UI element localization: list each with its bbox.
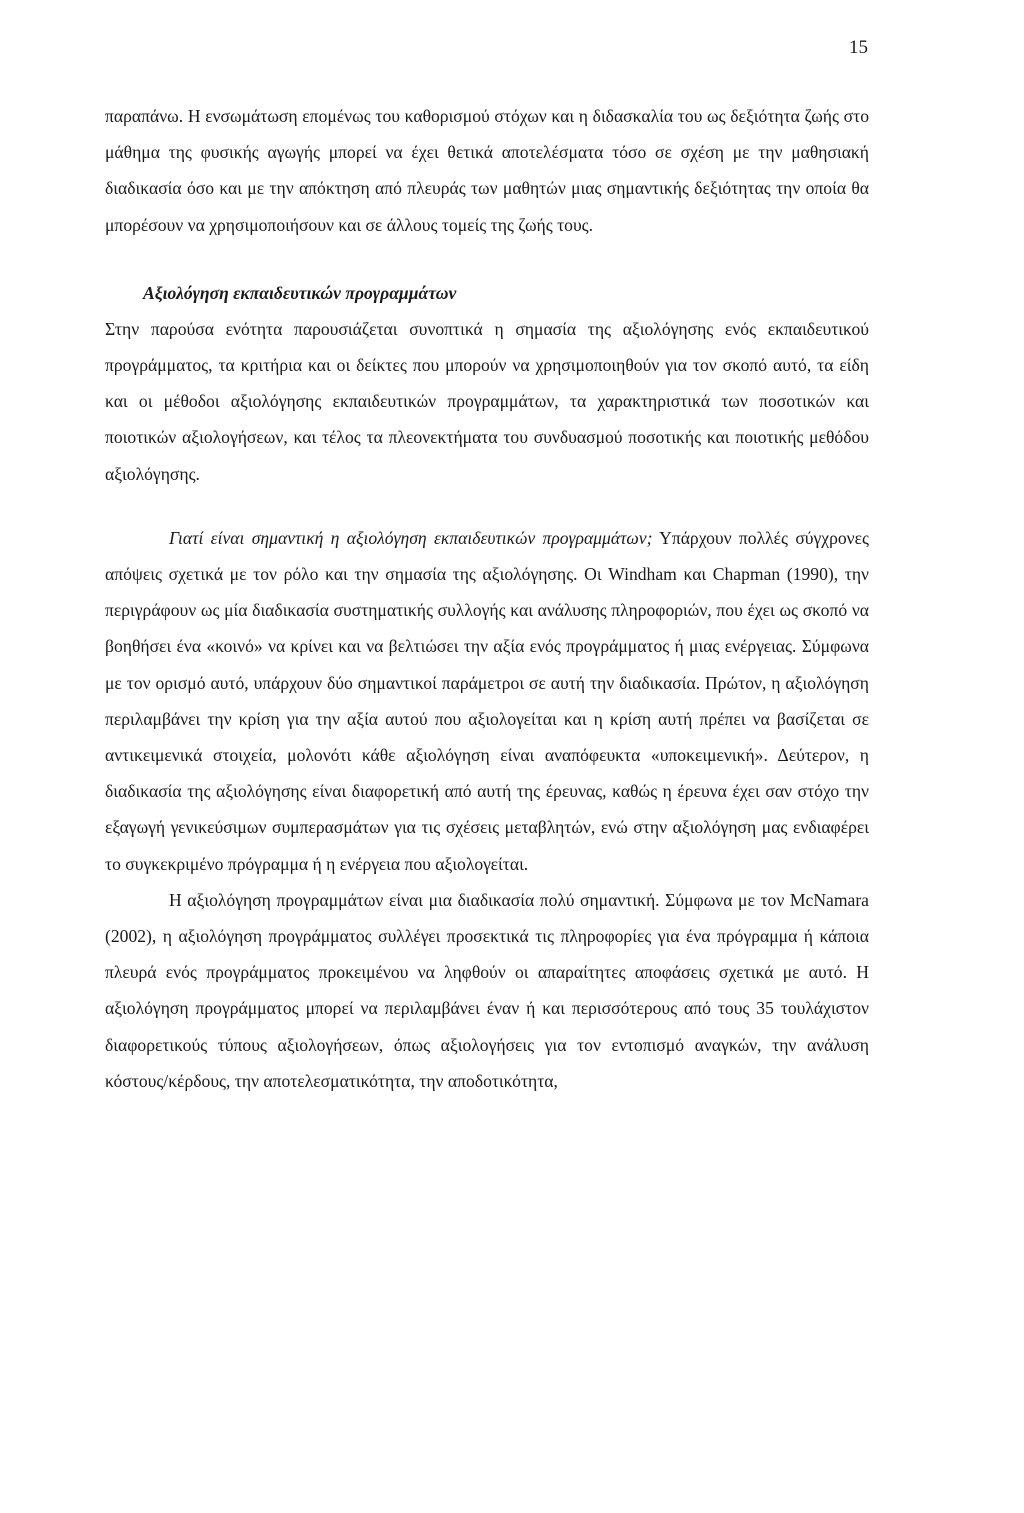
spacer [105,492,869,520]
page-number: 15 [849,37,868,58]
document-body [105,98,869,1099]
section-heading: Αξιολόγηση εκπαιδευτικών προγραμμάτων [143,282,457,303]
paragraph-intro-continuation: παραπάνω. Η ενσωμάτωση επομένως του καθορισμού στόχων και η διδασκαλία του ως δεξιότητα ζωής στο μάθημα της φυσικής αγωγής μπορεί να έχει θετικά αποτελέσματα τόσο σε σχέση με την μαθησιακή διαδικασία όσο και με την απόκτηση από πλευράς των μαθητών μιας σημαντικής δεξιότητας την οποία θα μπορέσουν να χρησιμοποιήσουν και σε άλλους τομείς της ζωής τους. [105,106,869,235]
paragraph-program-evaluation: Η αξιολόγηση προγραμμάτων είναι μια διαδικασία πολύ σημαντική. Σύμφωνα με τον McNamara (2002), η αξιολόγηση προγράμματος συλλέγει προσεκτικά τις πληροφορίες για ένα πρόγραμμα ή κάποια πλευρά ενός προγράμματος προκειμένου να ληφθούν οι απαραίτητες αποφάσεις σχετικά με αυτό. Η αξιολόγηση προγράμματος μπορεί να περιλαμβάνει έναν ή και περισσότερους από τους 35 τουλάχιστον διαφορετικούς τύπους αξιολογήσεων, όπως αξιολογήσεις για τον εντοπισμό αναγκών, την ανάλυση κόστους/κέρδους, την αποτελεσματικότητα, την αποδοτικότητα, [105,889,869,1091]
paragraph-section-summary: Στην παρούσα ενότητα παρουσιάζεται συνοπτικά η σημασία της αξιολόγησης ενός εκπαιδευτικού προγράμματος, τα κριτήρια και οι δείκτες που μπορούν να χρησιμοποιηθούν για τον σκοπό αυτό, τα είδη και οι μέθοδοι αξιολόγησης εκπαιδευτικών προγραμμάτων, τα χαρακτηριστικά των ποσοτικών και ποιοτικών αξιολογήσεων, και τέλος τα πλεονεκτήματα του συνδυασμού ποσοτικής και ποιοτικής μεθόδου αξιολόγησης. [105,318,869,484]
paragraph-importance-text: Υπάρχουν πολλές σύγχρονες απόψεις σχετικά με τον ρόλο και την σημασία της αξιολόγησης. Οι Windham και Chapman (1990), την περιγράφουν ως μία διαδικασία συστηματικής συλλογής και ανάλυσης πληροφοριών, που έχει ως σκοπό να βοηθήσει ένα «κοινό» να κρίνει και να βελτιώσει την αξία ενός προγράμματος ή μιας ενέργειας. Σύμφωνα με τον ορισμό αυτό, υπάρχουν δύο σημαντικοί παράμετροι σε αυτή την διαδικασία. Πρώτον, η αξιολόγηση περιλαμβάνει την κρίση για την αξία αυτού που αξιολογείται και η κρίση αυτή πρέπει να βασίζεται σε αντικειμενικά στοιχεία, μολονότι κάθε αξιολόγηση είναι αναπόφευκτα «υποκειμενική». Δεύτερον, η διαδικασία της αξιολόγησης είναι διαφορετική από αυτή της έρευνας, καθώς η έρευνα έχει σαν στόχο την εξαγωγή γενικεύσιμων συμπερασμάτων για τις σχέσεις μεταβλητών, ενώ στην αξιολόγηση μας ενδιαφέρει το συγκεκριμένο πρόγραμμα ή η ενέργεια που αξιολογείται. [105,527,869,874]
paragraph-importance [105,520,869,882]
run-in-question: Γιατί είναι σημαντική η αξιολόγηση εκπαιδευτικών προγραμμάτων; [169,527,653,548]
spacer [105,243,869,275]
